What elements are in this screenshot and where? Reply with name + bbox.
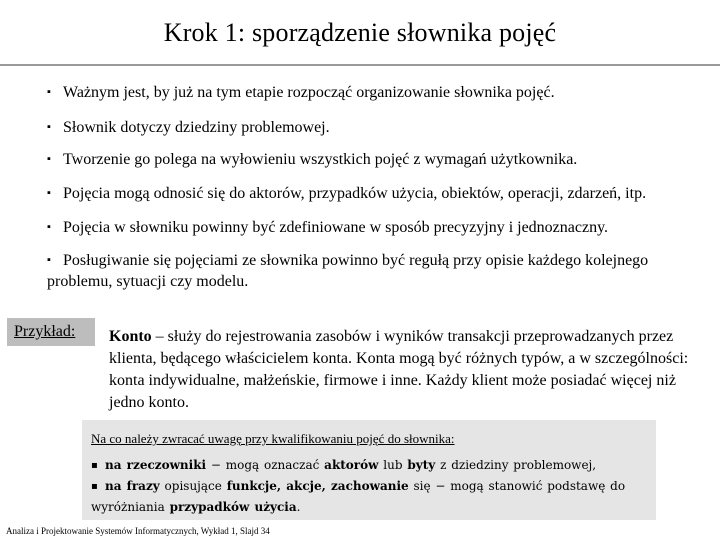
title-divider: [0, 64, 720, 66]
bullet-item: [47, 250, 697, 292]
bullet-text: Ważnym jest, by już na tym etapie rozpocząć organizowanie słownika pojęć.: [63, 84, 555, 101]
square-bullet-icon: ▪: [47, 121, 51, 133]
note-item-phrases: [91, 476, 647, 518]
bullet-text: Posługiwanie się pojęciami ze słownika powinno być regułą przy opisie każdego kolejnego problemu, sytuacji czy modelu.: [47, 252, 649, 290]
bullet-item: [47, 149, 697, 170]
square-bullet-icon: ▪: [91, 481, 98, 492]
example-term: Konto: [109, 328, 152, 345]
square-bullet-icon: ▪: [47, 86, 51, 98]
note-bold-text: aktorów: [324, 458, 379, 472]
note-bold-text: funkcje, akcje, zachowanie: [226, 479, 409, 493]
bullet-item: [47, 82, 697, 103]
note-heading: Na co należy zwracać uwagę przy kwalifikowaniu pojęć do słownika:: [91, 431, 455, 446]
bullet-item: [47, 117, 697, 138]
note-text: − mogą oznaczać: [206, 458, 325, 472]
bullet-item: [47, 217, 697, 238]
example-definition: [109, 326, 709, 414]
square-bullet-icon: ▪: [47, 187, 51, 199]
note-box: [82, 420, 656, 520]
square-bullet-icon: ▪: [47, 153, 51, 165]
bullet-item: [47, 183, 697, 204]
square-bullet-icon: ▪: [47, 254, 51, 266]
square-bullet-icon: ▪: [91, 460, 98, 471]
note-bold-text: byty: [407, 458, 436, 472]
square-bullet-icon: ▪: [47, 221, 51, 233]
bullet-text: Słownik dotyczy dziedziny problemowej.: [63, 119, 330, 136]
bullet-text: Pojęcia mogą odnosić się do aktorów, przypadków użycia, obiektów, operacji, zdarzeń, itp.: [63, 185, 647, 202]
note-text: się − mogą stanowić podstawę do wyróżniania: [91, 479, 626, 514]
example-definition-text: – służy do rejestrowania zasobów i wyników transakcji przeprowadzanych przez klienta, będącego właścicielem konta. Konta mogą być różnych typów, a w szczególności: konta indywidualne, małżeńskie, firmowe i inne. Każdy klient może posiadać więcej niż jedno konto.: [109, 328, 689, 411]
bullet-text: Tworzenie go polega na wyłowieniu wszystkich pojęć z wymagań użytkownika.: [63, 151, 578, 168]
note-text: lub: [378, 458, 408, 472]
note-text: .: [296, 500, 301, 514]
slide-title: Krok 1: sporządzenie słownika pojęć: [163, 18, 557, 47]
note-item-nouns: [91, 455, 647, 476]
note-text: z dziedziny problemowej,: [435, 458, 597, 472]
note-text: opisujące: [159, 479, 227, 493]
note-bold-text: przypadków użycia: [169, 500, 297, 514]
bullet-text: Pojęcia w słowniku powinny być zdefiniowane w sposób precyzyjny i jednoznaczny.: [63, 219, 609, 236]
example-label: Przykład:: [7, 318, 95, 346]
bullet-list: [47, 82, 697, 304]
note-bold-text: na rzeczowniki: [105, 458, 207, 472]
note-bold-text: na frazy: [105, 479, 160, 493]
slide-footer: Analiza i Projektowanie Systemów Informatycznych, Wykład 1, Slajd 34: [6, 526, 270, 536]
